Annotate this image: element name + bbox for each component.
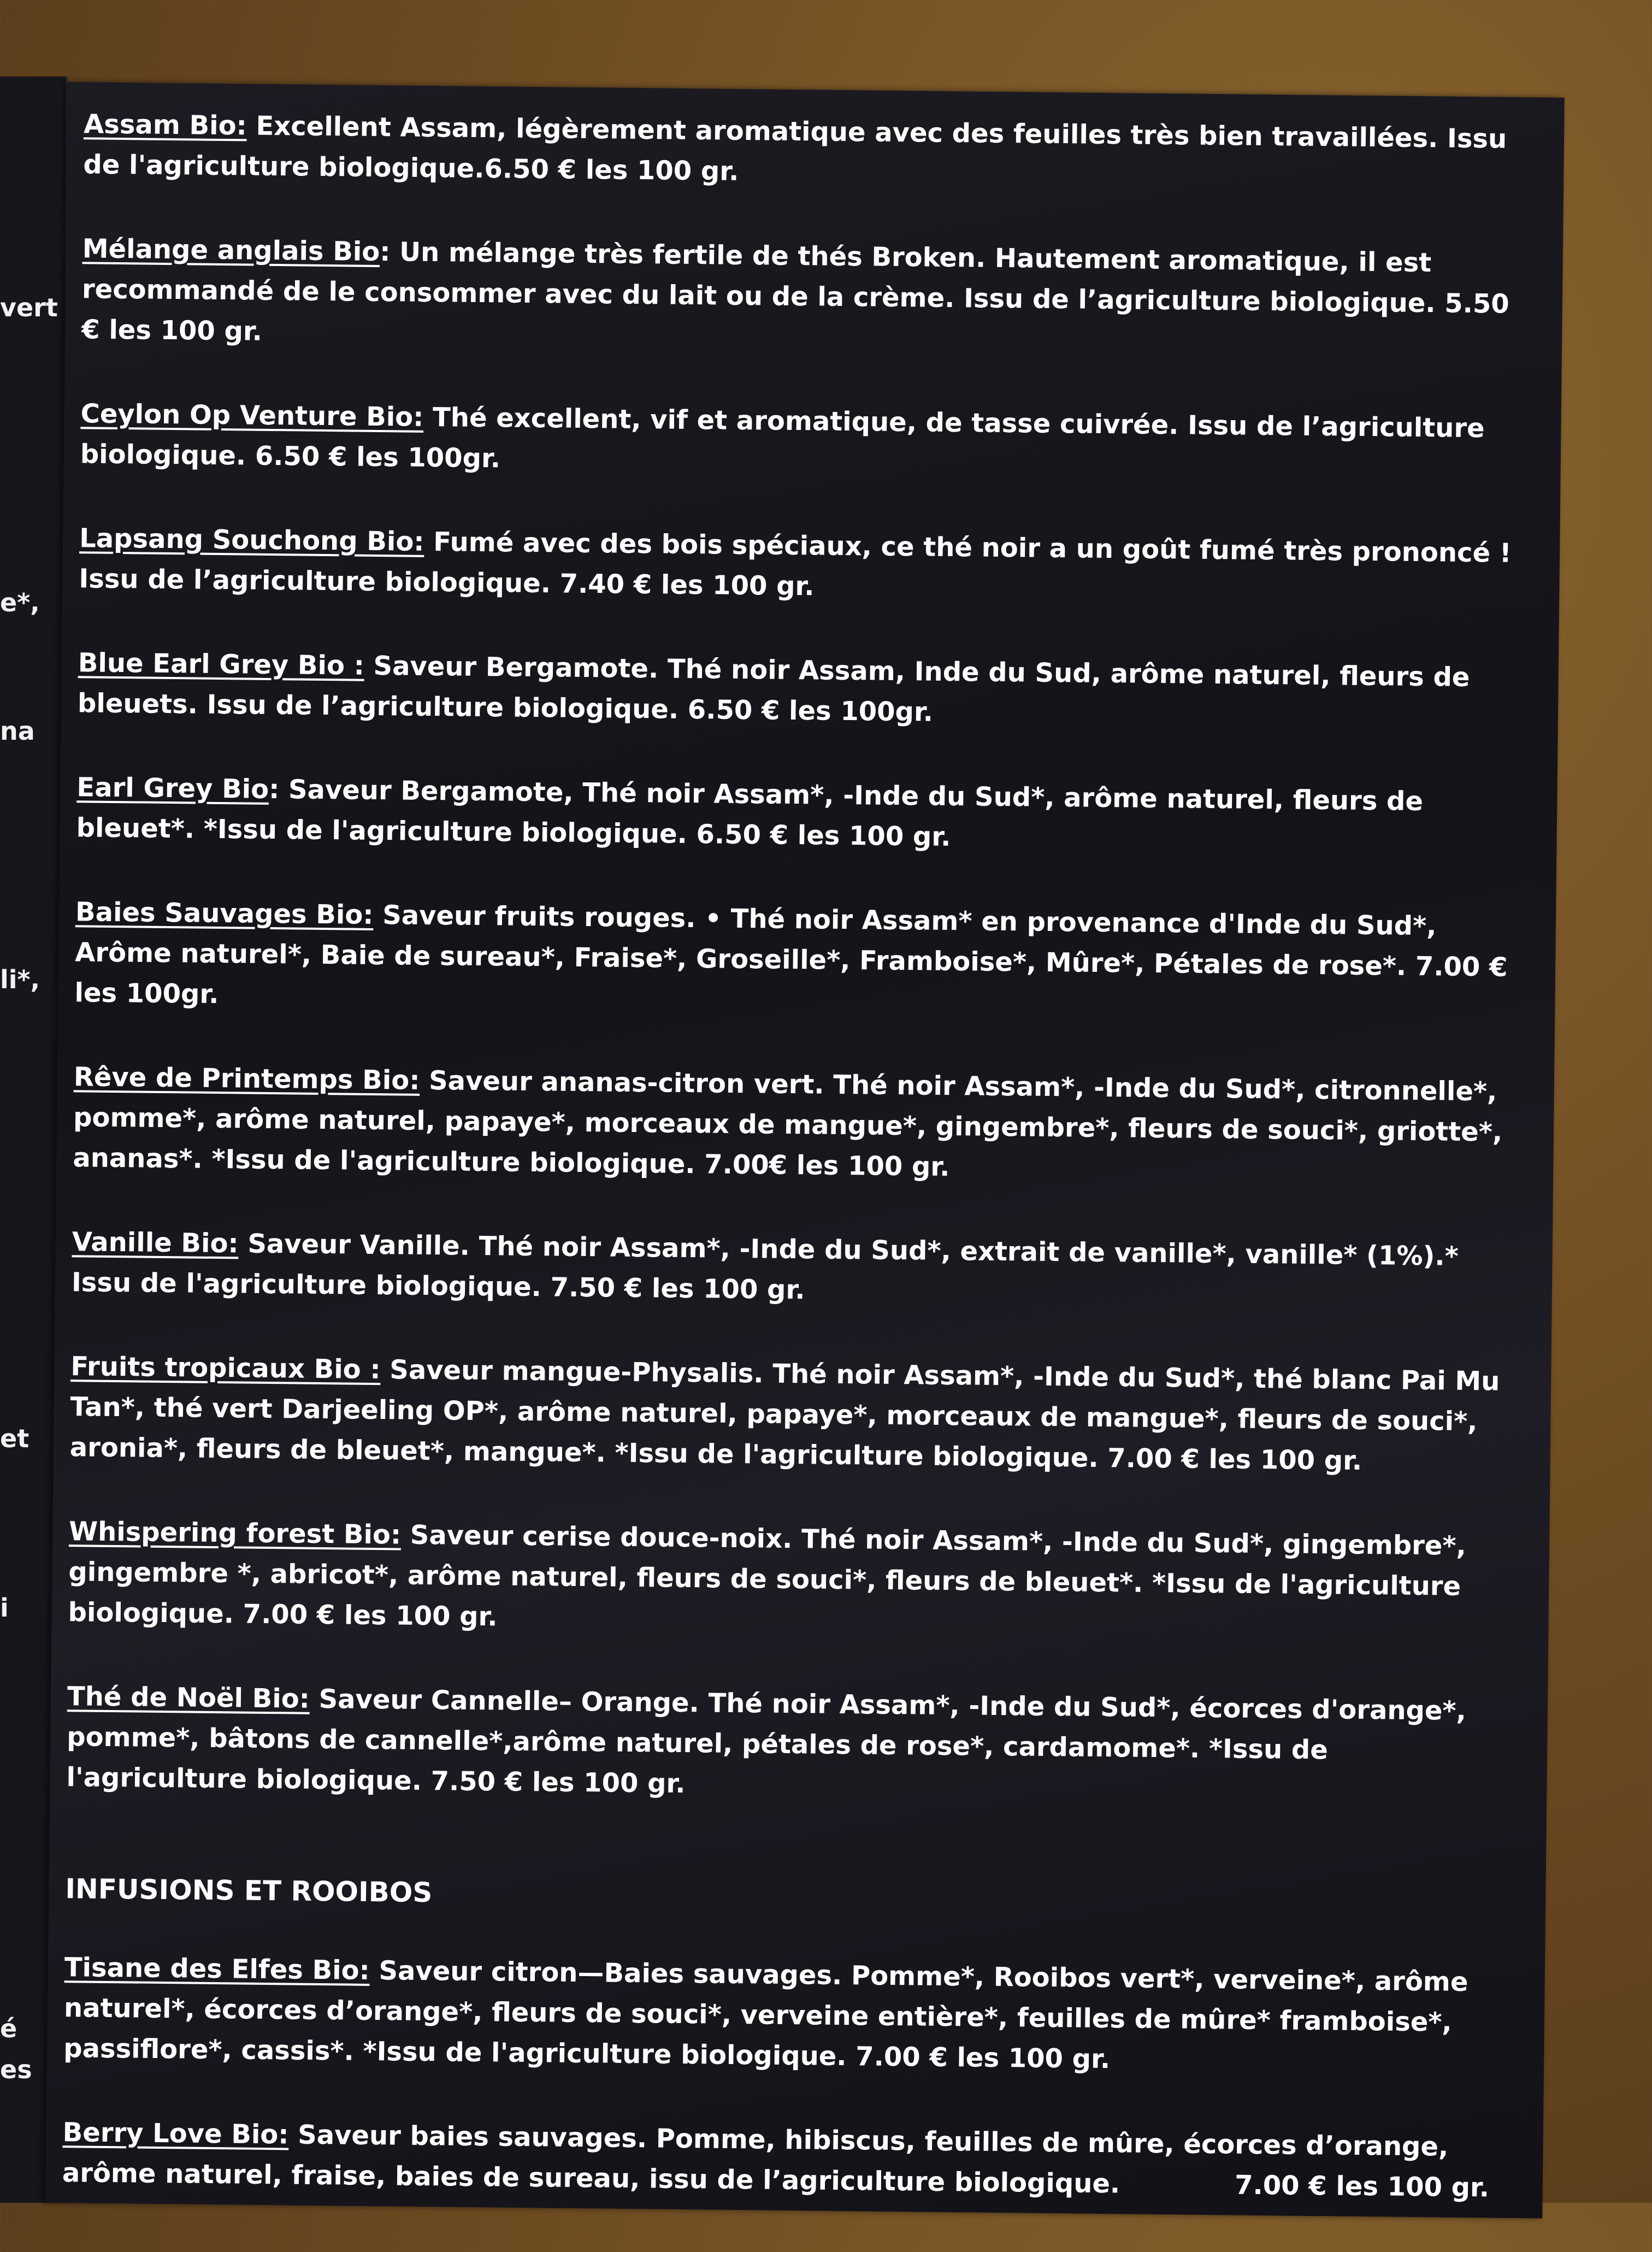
tea-description: Saveur Cannelle– Orange. Thé noir Assam*, -Inde du Sud*, écorces d'orange*, pomme*, bâtons de cannelle*,arôme naturel, pétales de rose*, cardamome*. *Issu de l'agriculture biologique. 7.50 € les 100 gr.	[66, 1683, 1467, 1800]
tea-description: Excellent Assam, légèrement aromatique avec des feuilles très bien travaillées. Issu de l'agriculture biologique.6.50 € les 100 gr.	[83, 110, 1507, 187]
tea-description: : Un mélange très fertile de thés Broken. Hautement aromatique, il est recommandé de le consommer avec du lait ou de la crème. Issu de l’agriculture biologique. 5.50 € les 100 gr.	[81, 237, 1510, 347]
tea-name: Fruits tropicaux Bio :	[70, 1351, 381, 1386]
infusion-name: Berry Love Bio:	[62, 2117, 289, 2150]
tea-name: Lapsang Souchong Bio:	[79, 523, 424, 557]
price-spacer	[1120, 2192, 1235, 2194]
tea-name: Blue Earl Grey Bio :	[78, 647, 365, 681]
menu-page	[45, 82, 1565, 2218]
tea-description: Fumé avec des bois spéciaux, ce thé noir a un goût fumé très prononcé ! Issu de l’agriculture biologique. 7.40 € les 100 gr.	[79, 526, 1512, 602]
left-page-fragment: li*,	[0, 965, 40, 994]
tea-entry	[68, 1511, 1511, 1648]
infusion-description: Saveur citron—Baies sauvages. Pomme*, Rooibos vert*, verveine*, arôme naturel*, écorces d’orange*, fleurs de souci*, verveine entière*, feuilles de mûre* framboise*, passiflore*, cassis*. *Issu de l'agriculture biologique. 7.00 € les 100 gr.	[63, 1955, 1468, 2075]
left-page-fragment: na	[0, 716, 35, 746]
left-page-fragment: es	[0, 2055, 32, 2084]
tea-description: Saveur Vanille. Thé noir Assam*, -Inde du Sud*, extrait de vanille*, vanille* (1%).* Issu de l'agriculture biologique. 7.50 € les 100 gr.	[71, 1228, 1459, 1306]
tea-description: : Saveur Bergamote, Thé noir Assam*, -Inde du Sud*, arôme naturel, fleurs de bleuet*. *Issu de l'agriculture biologique. 6.50 € les 100 gr.	[76, 774, 1424, 853]
infusion-price: 7.00 € les 100 gr.	[1234, 2170, 1490, 2203]
tea-description: Thé excellent, vif et aromatique, de tasse cuivrée. Issu de l’agriculture biologique. 6.50 € les 100gr.	[80, 402, 1485, 474]
tea-name: Thé de Noël Bio:	[67, 1681, 310, 1714]
tea-entry	[69, 1346, 1513, 1483]
left-page-fragment: et	[0, 1424, 30, 1453]
tea-name: Baies Sauvages Bio:	[75, 897, 374, 930]
tea-entry	[78, 642, 1520, 739]
tea-entry	[83, 104, 1526, 200]
tea-name: Earl Grey Bio	[76, 772, 269, 805]
infusion-description: Saveur baies sauvages. Pomme, hibiscus, feuilles de mûre, écorces d’orange, arôme naturel, fraise, baies de sureau, issu de l’agriculture biologique.	[62, 2119, 1449, 2200]
tea-name: Ceylon Op Venture Bio:	[80, 398, 424, 433]
tea-entry	[76, 767, 1519, 863]
tea-name: Vanille Bio:	[72, 1227, 239, 1259]
tea-entry	[72, 1222, 1514, 1318]
left-page-fragment: e*,	[0, 588, 40, 617]
tea-entry	[66, 1676, 1509, 1813]
left-page-fragment: é	[0, 2014, 17, 2043]
tea-name: Whispering forest Bio:	[68, 1516, 402, 1551]
tea-entry	[80, 393, 1523, 490]
infusion-entry	[62, 2112, 1505, 2208]
tea-description: Saveur cerise douce-noix. Thé noir Assam*, -Inde du Sud*, gingembre*, gingembre *, abricot*, arôme naturel, fleurs de souci*, fleurs de bleuet*. *Issu de l'agriculture biologique. 7.00 € les 100 gr.	[68, 1519, 1467, 1632]
infusion-entry	[63, 1947, 1507, 2084]
tea-description: Saveur Bergamote. Thé noir Assam, Inde du Sud, arôme naturel, fleurs de bleuets. Issu de l’agriculture biologique. 6.50 € les 100gr.	[77, 650, 1470, 728]
tea-entry	[74, 892, 1518, 1028]
tea-description: Saveur mangue-Physalis. Thé noir Assam*, -Inde du Sud*, thé blanc Pai Mu Tan*, thé vert Darjeeling OP*, arôme naturel, papaye*, morceaux de mangue*, fleurs de souci*, aronia*, fleurs de bleuet*, mangue*. *Issu de l'agriculture biologique. 7.00 € les 100 gr.	[69, 1354, 1500, 1476]
tea-entry	[81, 228, 1525, 365]
left-page-fragment: vert	[0, 293, 58, 322]
left-page-fragment: i	[0, 1593, 9, 1623]
tea-name: Mélange anglais Bio	[82, 233, 380, 267]
section-heading: INFUSIONS ET ROOIBOS	[65, 1873, 433, 1909]
infusion-name: Tisane des Elfes Bio:	[64, 1952, 370, 1986]
tea-name: Assam Bio:	[83, 109, 247, 142]
tea-entry	[79, 518, 1521, 614]
menu-content	[62, 104, 1526, 2251]
tea-entry	[73, 1057, 1516, 1193]
tea-name: Rêve de Printemps Bio:	[73, 1062, 420, 1096]
tea-description: Saveur fruits rouges. • Thé noir Assam* en provenance d'Inde du Sud*, Arôme naturel*, Baie de sureau*, Fraise*, Groseille*, Framboise*, Mûre*, Pétales de rose*. 7.00 € les 100gr.	[74, 899, 1508, 1010]
tea-description: Saveur ananas-citron vert. Thé noir Assam*, -Inde du Sud*, citronnelle*, pomme*, arôme naturel, papaye*, morceaux de mangue*, gingembre*, fleurs de souci*, griotte*, ananas*. *Issu de l'agriculture biologique. 7.00€ les 100 gr.	[73, 1065, 1503, 1183]
